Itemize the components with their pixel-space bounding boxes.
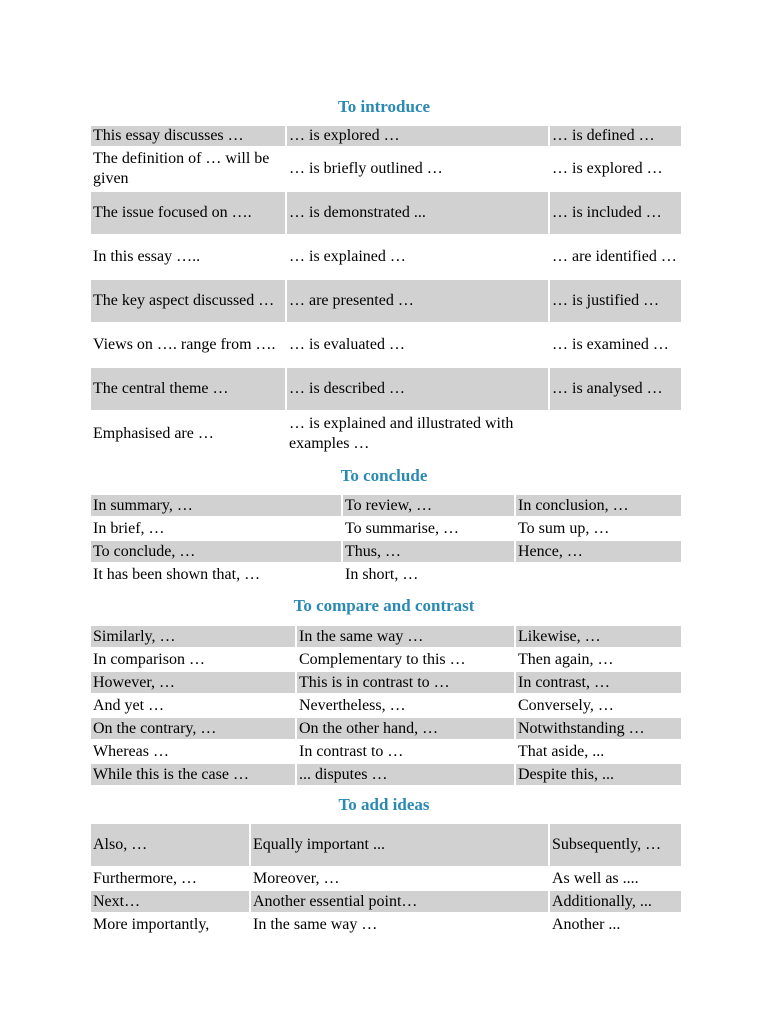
table-cell: … is explored … (285, 126, 548, 146)
table-row (91, 672, 681, 693)
table-cell: … is explained and illustrated with examples … (285, 412, 548, 456)
table-cell: In contrast, … (514, 672, 681, 693)
table-cell: The key aspect discussed … (91, 280, 285, 322)
table-cell: The central theme … (91, 368, 285, 410)
table-row (91, 718, 681, 739)
table-introduce (91, 124, 681, 458)
heading-to-conclude: To conclude (340, 466, 428, 485)
table-cell: In short, … (341, 564, 514, 585)
table-cell: In the same way … (249, 914, 548, 935)
table-cell: To sum up, … (514, 518, 681, 539)
table-row (91, 126, 681, 146)
table-cell: Another essential point… (249, 891, 548, 912)
table-row (91, 824, 681, 866)
table-row (91, 148, 681, 190)
table-conclude (91, 493, 681, 587)
table-cell: Conversely, … (514, 695, 681, 716)
table-cell: Whereas … (93, 742, 169, 760)
table-cell: And yet … (93, 696, 165, 714)
table-row (91, 412, 681, 456)
table-cell: In contrast to … (295, 741, 514, 762)
table-row (91, 192, 681, 234)
table-cell: … is explained … (285, 236, 548, 278)
table-row (91, 368, 681, 410)
table-cell: More importantly, (93, 915, 210, 933)
table-cell: It has been shown that, … (93, 565, 261, 583)
table-cell: Hence, … (514, 541, 681, 562)
table-cell: However, … (91, 672, 295, 693)
table-cell: In brief, … (93, 519, 165, 537)
table-cell: … is evaluated … (285, 324, 548, 366)
heading-to-add-ideas: To add ideas (338, 795, 430, 814)
table-cell: ... disputes … (295, 764, 514, 785)
table-cell: Nevertheless, … (295, 695, 514, 716)
table-cell: On the contrary, … (91, 718, 295, 739)
table-cell: Moreover, … (249, 868, 548, 889)
table-row (91, 741, 681, 762)
table-cell: The definition of … will be given (93, 150, 270, 187)
table-row (91, 868, 681, 889)
table-add-ideas (91, 822, 681, 937)
heading-to-introduce: To introduce (337, 97, 431, 116)
table-cell: … is included … (548, 192, 681, 234)
table-cell: Despite this, ... (514, 764, 681, 785)
table-row (91, 564, 681, 585)
table-cell: In conclusion, … (514, 495, 681, 516)
table-row (91, 236, 681, 278)
table-cell: In summary, … (91, 495, 341, 516)
table-cell: Likewise, … (514, 626, 681, 647)
table-cell: Equally important ... (249, 824, 548, 866)
table-compare (91, 624, 681, 787)
table-cell: This is in contrast to … (295, 672, 514, 693)
table-cell: That aside, ... (514, 741, 681, 762)
table-row (91, 280, 681, 322)
table-cell: … is examined … (548, 324, 681, 366)
table-cell: … is analysed … (548, 368, 681, 410)
table-cell: Notwithstanding … (514, 718, 681, 739)
table-cell: Another ... (548, 914, 681, 935)
table-row (91, 649, 681, 670)
table-cell: … is justified … (548, 280, 681, 322)
table-cell: While this is the case … (91, 764, 295, 785)
table-cell: In the same way … (295, 626, 514, 647)
table-cell: On the other hand, … (295, 718, 514, 739)
table-cell: Furthermore, … (93, 869, 197, 887)
table-cell: In this essay ….. (93, 248, 201, 265)
table-cell: The issue focused on …. (91, 192, 285, 234)
table-cell: Next… (91, 891, 249, 912)
table-row (91, 541, 681, 562)
table-cell: … are identified … (548, 236, 681, 278)
table-row (91, 695, 681, 716)
table-cell: In comparison … (93, 650, 205, 668)
table-cell: … is described … (285, 368, 548, 410)
table-cell (548, 412, 681, 456)
table-cell: Additionally, ... (548, 891, 681, 912)
table-cell: … is demonstrated ... (285, 192, 548, 234)
table-cell: To conclude, … (91, 541, 341, 562)
table-cell: As well as .... (548, 868, 681, 889)
table-cell: Similarly, … (91, 626, 295, 647)
table-cell: Complementary to this … (295, 649, 514, 670)
table-cell: To summarise, … (341, 518, 514, 539)
table-row (91, 495, 681, 516)
table-cell: This essay discusses … (91, 126, 285, 146)
table-row (91, 891, 681, 912)
table-cell (514, 564, 681, 585)
table-cell: Thus, … (341, 541, 514, 562)
table-row (91, 764, 681, 785)
table-cell: Views on …. range from …. (93, 336, 276, 353)
heading-to-compare-and-contrast: To compare and contrast (293, 596, 475, 615)
table-row (91, 518, 681, 539)
table-cell: Also, … (91, 824, 249, 866)
table-cell: … is briefly outlined … (285, 148, 548, 190)
table-cell: Subsequently, … (548, 824, 681, 866)
table-row (91, 626, 681, 647)
table-row (91, 324, 681, 366)
table-cell: To review, … (341, 495, 514, 516)
table-row (91, 914, 681, 935)
table-cell: Then again, … (514, 649, 681, 670)
table-cell: … are presented … (285, 280, 548, 322)
table-cell: Emphasised are … (93, 425, 214, 442)
table-cell: … is defined … (548, 126, 681, 146)
table-cell: … is explored … (548, 148, 681, 190)
